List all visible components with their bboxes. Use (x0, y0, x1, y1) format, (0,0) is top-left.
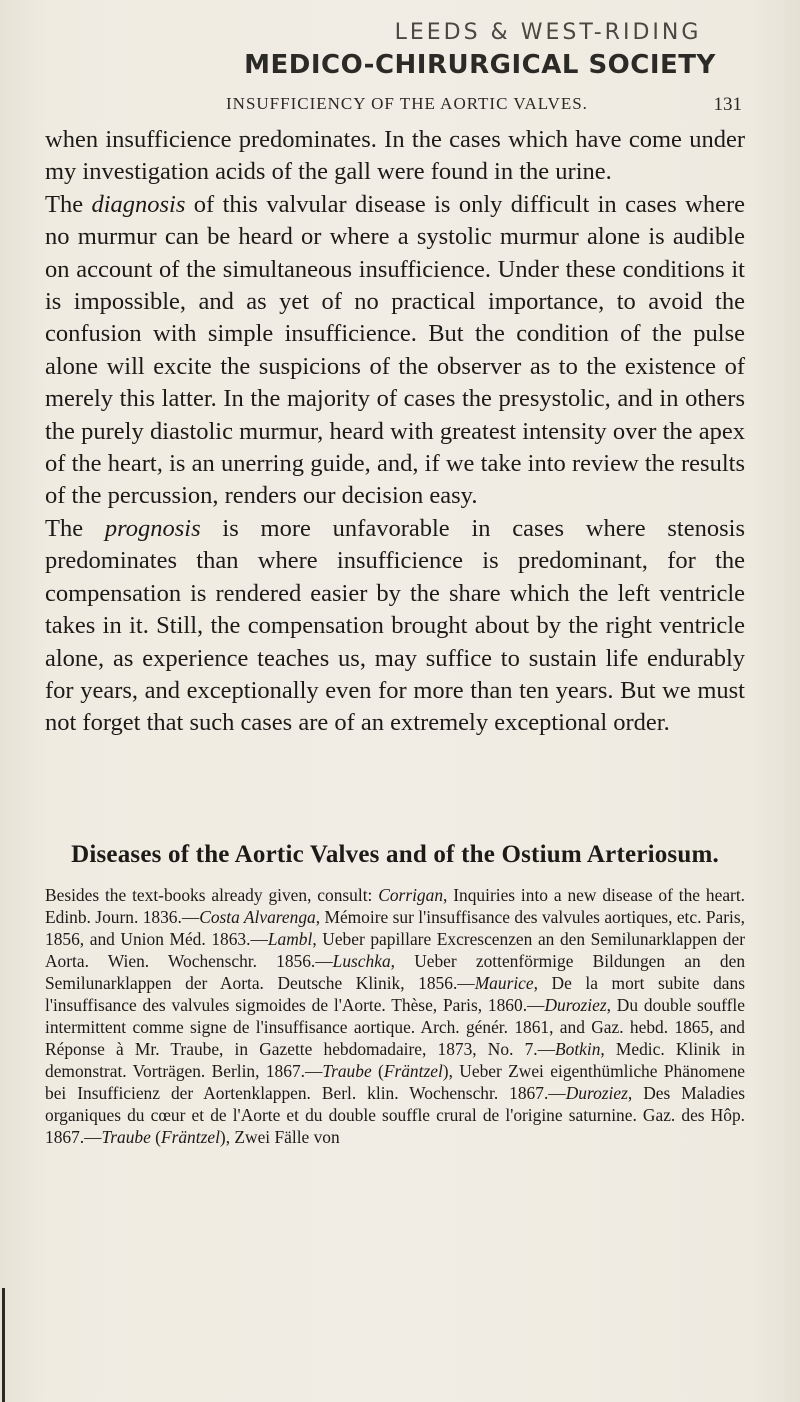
ref-text: , Inquiries into a new disease of the heart. Edinb. Journ. 1836.— (45, 885, 746, 927)
ref-author: Duroziez (544, 995, 607, 1015)
ref-text: , Mémoire sur l'insuffisance des valvules aortiques, etc. Paris, 1856, and Union Méd. 1863.— (45, 907, 745, 949)
paragraph-1: when insufficience predominates. In the cases which have come under my investigation acids of the gall were found in the urine. (45, 126, 745, 186)
ref-author: Corrigan (378, 885, 444, 905)
page-number: 131 (713, 94, 742, 115)
running-head-title: INSUFFICIENCY OF THE AORTIC VALVES. (226, 94, 588, 113)
ref-text: Besides the text-books already given, consult: (45, 885, 379, 905)
paragraph-diagnosis-lead: The (45, 190, 92, 218)
ref-text: , Ueber papillare Excrescenzen an den Semilunarklappen der Aorta. Wien. Wochenschr. 1856.— (45, 929, 745, 971)
references-block (45, 884, 745, 1148)
paragraph-diagnosis-text: of this valvular disease is only difficult in cases where no murmur can be heard or where a systolic murmur alone is audible on account of the simultaneous insufficience. Under these conditions it is impossible, and as yet of no practical importance, to avoid the confusion with simple insufficience. But the condition of the pulse alone will excite the suspicions of the observer as to the existence of merely this latter. In the majority of cases the presystolic, and in others the purely diastolic murmur, heard with greatest intensity over the apex of the heart, is an unerring guide, and, if we take into review the results of the percussion, renders our decision easy. (45, 190, 745, 510)
references-paragraph (45, 884, 745, 1148)
paragraph-diagnosis (45, 189, 745, 513)
ref-text: ), Ueber Zwei eigenthümliche Phänomene bei Insufficienz der Aortenklappen. Berl. klin. Wochenschr. 1867.— (45, 1061, 745, 1103)
diagnosis-term: diagnosis (91, 190, 186, 218)
library-stamp-line1: LEEDS & WEST-RIDING (394, 20, 702, 45)
ref-author: Botkin (555, 1039, 601, 1059)
ref-text: , Ueber zottenförmige Bildungen an den Semilunarklappen der Aorta. Deutsche Klinik, 1856.— (45, 951, 746, 993)
ref-text: ), Zwei Fälle von (219, 1127, 340, 1147)
ref-author: Luschka (332, 951, 391, 971)
prognosis-term: prognosis (104, 514, 201, 542)
ref-text: , Du double souffle intermittent comme signe de l'insuffisance aortique. Arch. génér. 1861, and Gaz. hebd. 1865, and Réponse à Mr. Traube, in Gazette hebdomadaire, 1873, No. 7.— (45, 995, 745, 1059)
ref-text: , De la mort subite dans l'insuffisance des valvules sigmoides de l'Aorte. Thèse, Paris, 1860.— (45, 973, 745, 1015)
ref-text: , Medic. Klinik in demonstrat. Vorträgen. Berlin, 1867.— (45, 1039, 746, 1081)
ref-author: Maurice (474, 973, 534, 993)
body-text (45, 124, 745, 740)
section-heading: Diseases of the Aortic Valves and of the Ostium Arteriosum. (71, 841, 719, 868)
ref-author: Traube (322, 1061, 372, 1081)
ref-author: Traube (101, 1127, 151, 1147)
paragraph-prognosis-text: is more unfavorable in cases where stenosis predominates than where insufficience is predominant, for the compensation is rendered easier by the share which the left ventricle takes in it. Still, the compensation brought about by the right ventricle alone, as experience teaches us, may suffice to sustain life endurably for years, and exceptionally even for more than ten years. But we must not forget that such cases are of an extremely exceptional order. (45, 514, 745, 737)
ref-text: ( (371, 1061, 384, 1081)
page-edge-mark (2, 1288, 5, 1402)
ref-author: Lambl (267, 929, 313, 949)
ref-author: Fräntzel (383, 1061, 443, 1081)
ref-author: Costa Alvarenga (199, 907, 316, 927)
ref-text: ( (150, 1127, 161, 1147)
ref-author: Duroziez (565, 1083, 628, 1103)
library-stamp-line2: MEDICO-CHIRURGICAL SOCIETY (244, 50, 716, 80)
ref-text: , Des Maladies organiques du cœur et de l'Aorte et du double souffle crural de l'origine saturnine. Gaz. des Hôp. 1867.— (45, 1083, 745, 1147)
paragraph-prognosis (45, 513, 745, 740)
paragraph-prognosis-lead: The (45, 514, 105, 542)
ref-author: Fräntzel (160, 1127, 220, 1147)
